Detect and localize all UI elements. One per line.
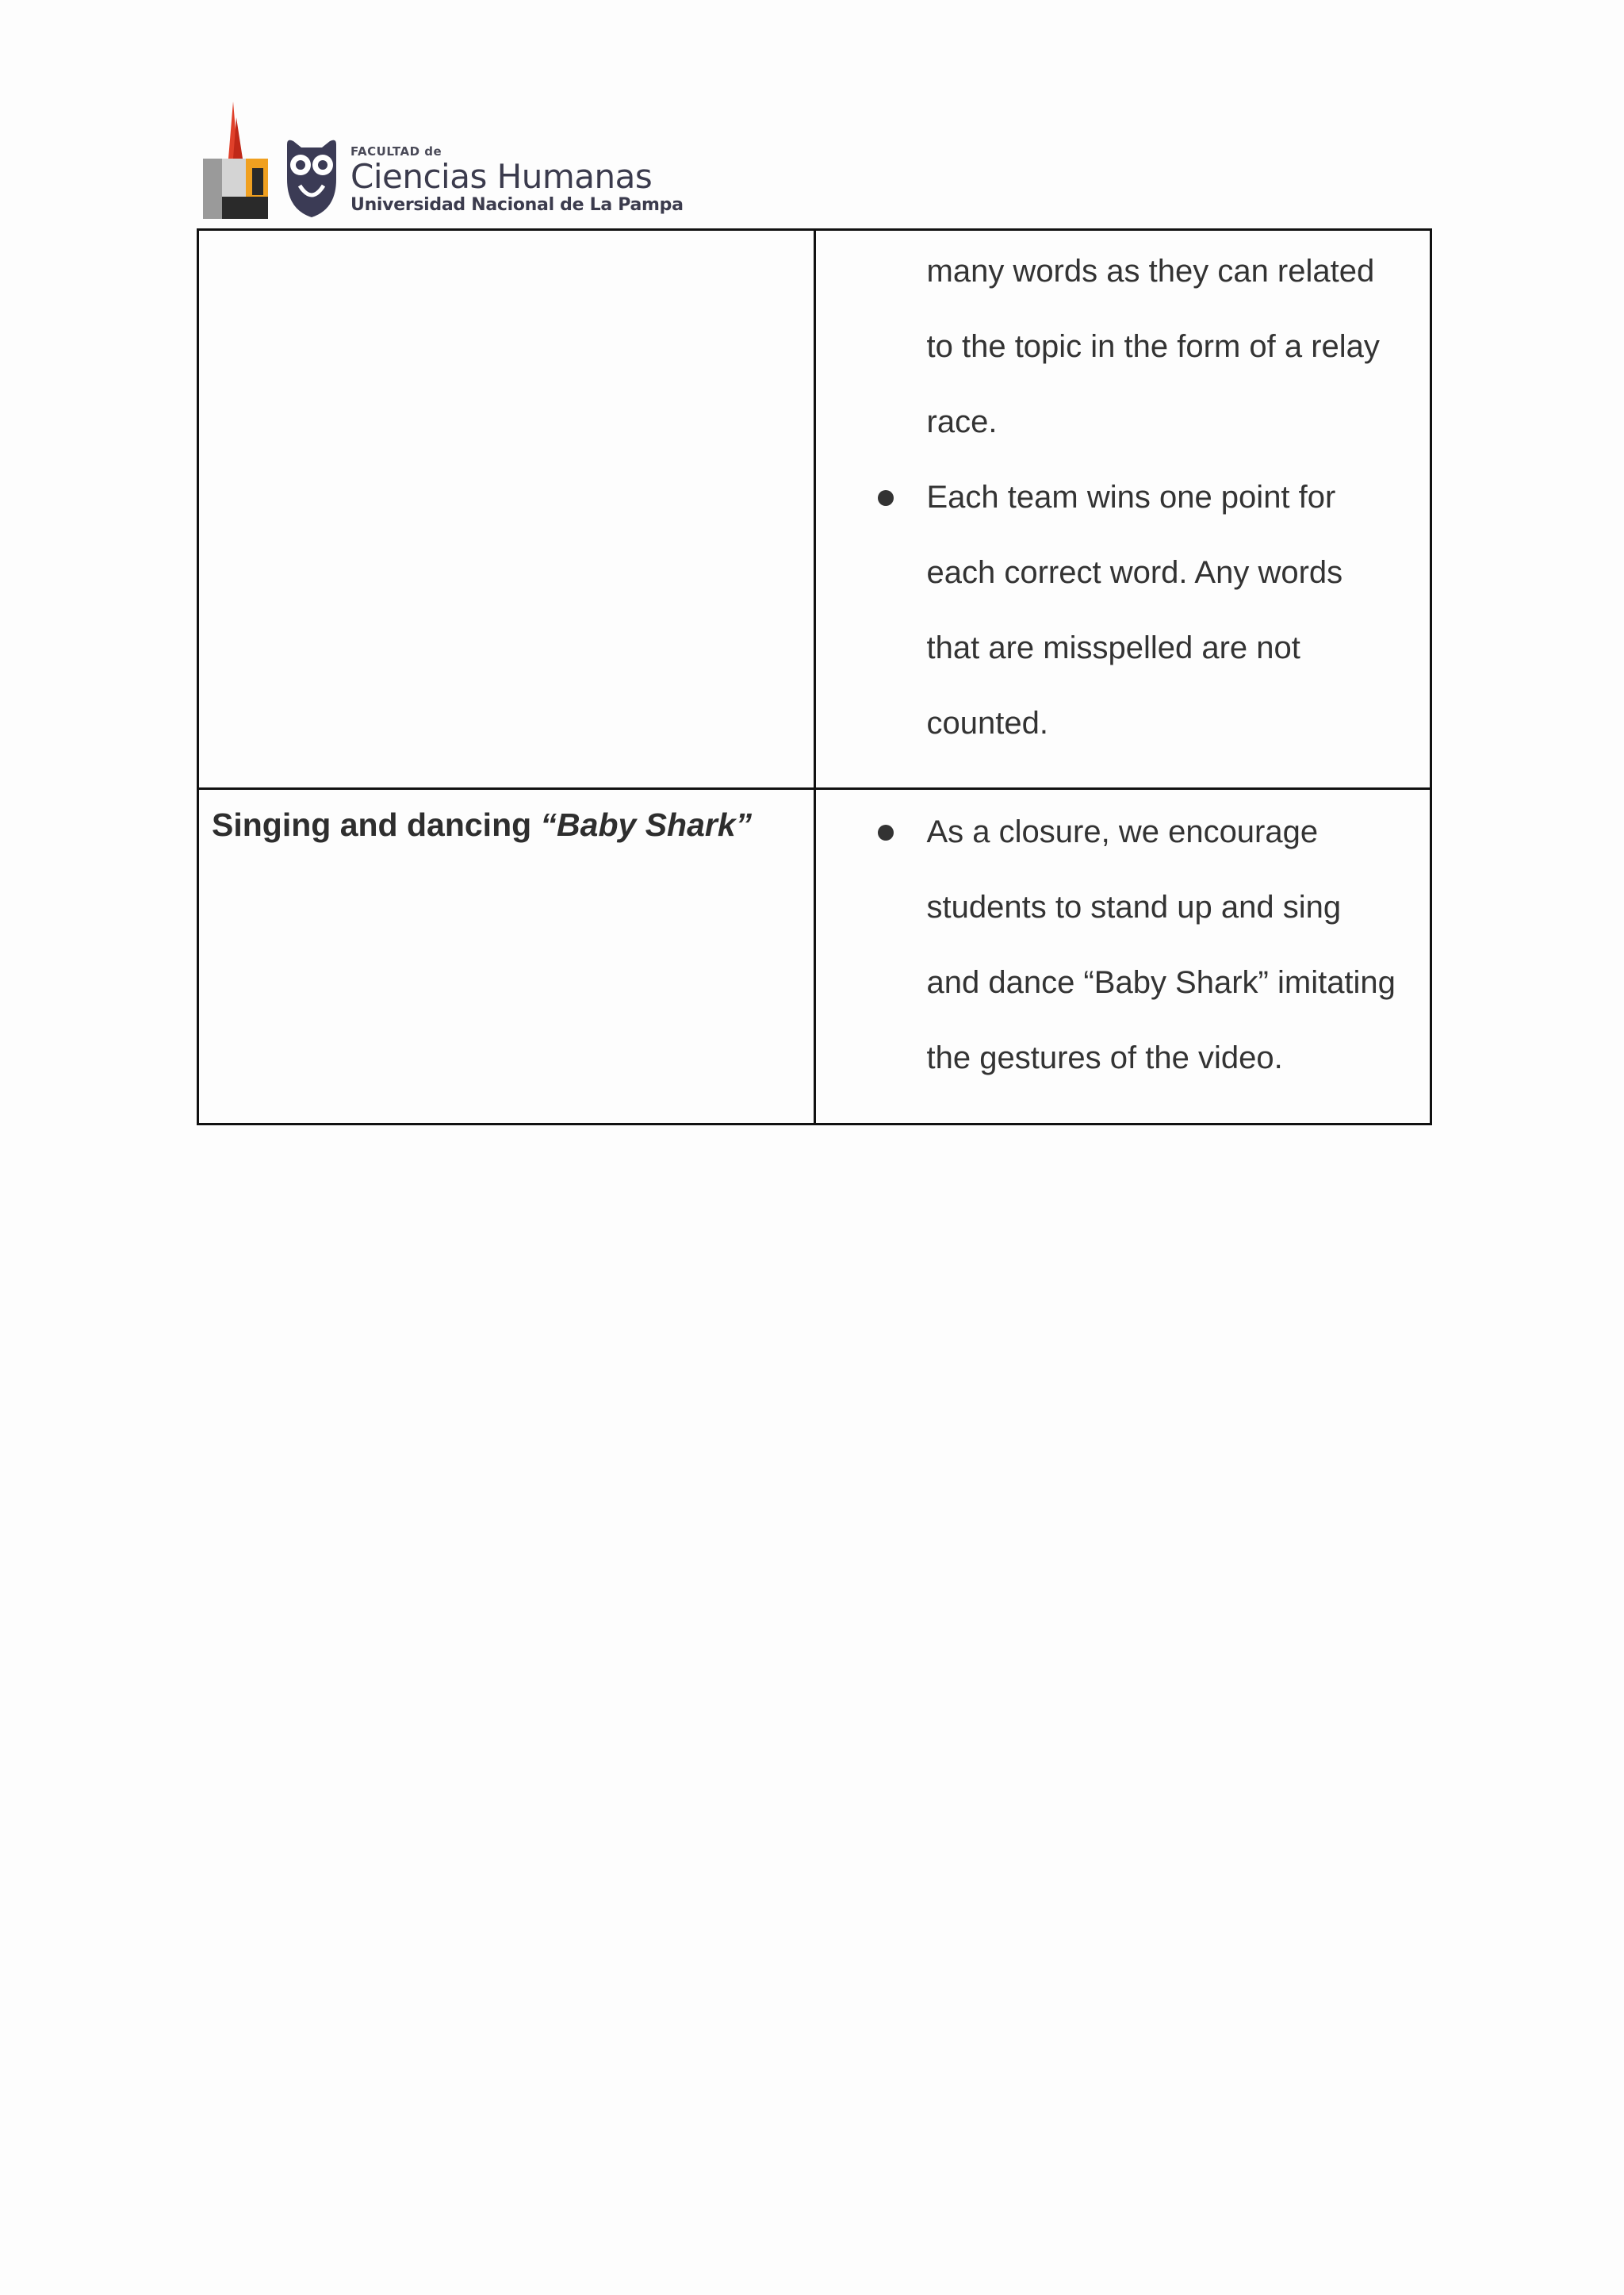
table-row (198, 789, 1431, 1125)
list-item (816, 309, 1415, 385)
university-emblem-icon (200, 102, 271, 222)
list-item-line: each correct word. Any words (926, 555, 1343, 590)
list-item (816, 385, 1415, 460)
list-item (816, 460, 1415, 535)
owl-icon (282, 136, 341, 219)
procedure-cell (814, 230, 1431, 789)
activity-cell (198, 789, 815, 1125)
list-item-line: race. (926, 404, 998, 439)
list-item (816, 1021, 1415, 1096)
activity-title-song: “Baby Shark” (540, 807, 753, 843)
procedure-list (816, 795, 1415, 1096)
list-item-line: many words as they can related (926, 254, 1375, 289)
activity-cell (198, 230, 815, 789)
bullet-icon (878, 825, 894, 841)
bullet-icon (878, 490, 894, 506)
activity-title (199, 231, 814, 243)
logo-text (350, 144, 684, 216)
faculty-logo (200, 102, 684, 222)
list-item (816, 234, 1415, 309)
list-item-line: the gestures of the video. (926, 1040, 1283, 1075)
list-item (816, 870, 1415, 945)
activity-title (199, 790, 814, 847)
list-item-line: Each team wins one point for (926, 480, 1336, 515)
table-row (198, 230, 1431, 789)
list-item-line: students to stand up and sing (926, 890, 1342, 925)
list-item (816, 945, 1415, 1021)
procedure-cell (814, 789, 1431, 1125)
list-item-line: counted. (926, 706, 1048, 741)
lesson-plan-table (197, 228, 1432, 1125)
list-item (816, 686, 1415, 761)
list-item (816, 535, 1415, 611)
list-item-line: to the topic in the form of a relay (926, 329, 1380, 364)
list-item (816, 611, 1415, 686)
activity-title-text: Singing and dancing (212, 807, 541, 843)
list-item (816, 795, 1415, 870)
procedure-list (816, 234, 1415, 761)
list-item-line: that are misspelled are not (926, 630, 1300, 665)
logo-university-name: Universidad Nacional de La Pampa (350, 195, 684, 215)
logo-faculty-label: FACULTAD de (350, 144, 442, 159)
list-item-line: and dance “Baby Shark” imitating (926, 965, 1396, 1000)
list-item-line: As a closure, we encourage (926, 814, 1319, 849)
logo-faculty-name: Ciencias Humanas (350, 157, 653, 196)
